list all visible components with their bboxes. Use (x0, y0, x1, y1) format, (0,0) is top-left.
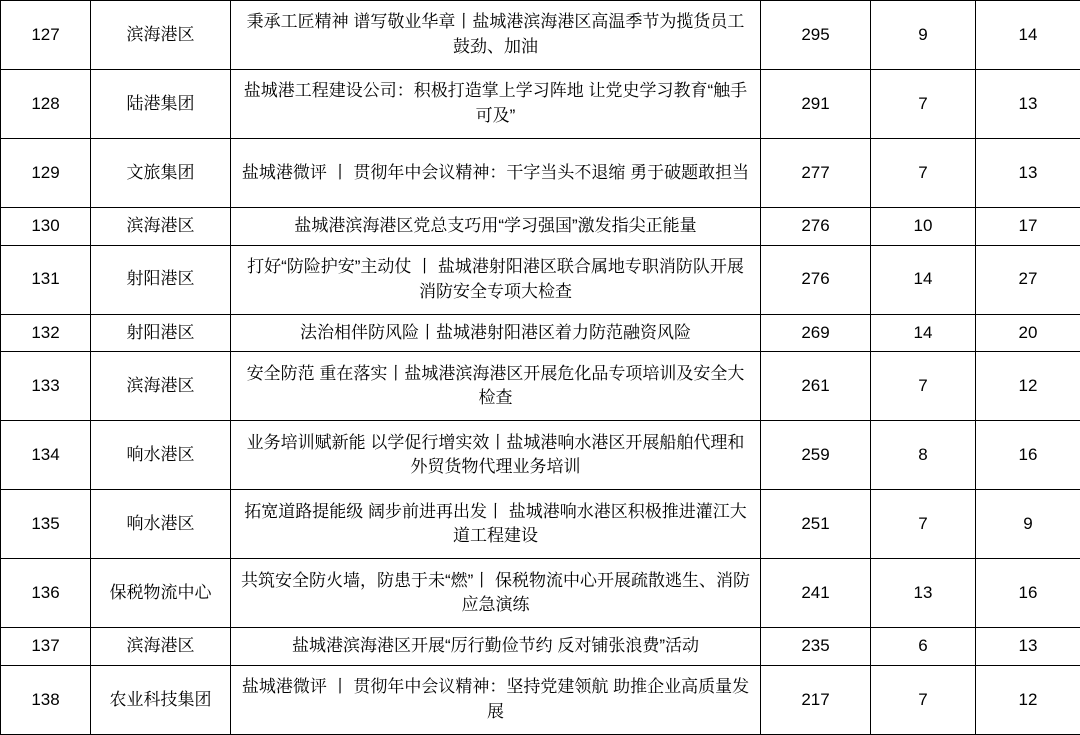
table-row (1, 665, 1080, 734)
row-title: 盐城港滨海港区开展“厉行勤俭节约 反对铺张浪费”活动 (231, 628, 761, 666)
table-row (1, 70, 1080, 139)
table-row (1, 1, 1080, 70)
row-metric-3: 12 (976, 665, 1080, 734)
row-unit: 滨海港区 (91, 208, 231, 246)
table-body (1, 1, 1080, 735)
row-unit: 响水港区 (91, 421, 231, 490)
row-metric-2: 7 (871, 70, 976, 139)
row-metric-3: 9 (976, 490, 1080, 559)
row-metric-1: 276 (761, 208, 871, 246)
row-metric-2: 9 (871, 1, 976, 70)
row-index: 133 (1, 352, 91, 421)
row-metric-1: 276 (761, 245, 871, 314)
row-metric-2: 10 (871, 208, 976, 246)
row-title: 共筑安全防火墙，防患于未“燃”丨 保税物流中心开展疏散逃生、消防应急演练 (231, 559, 761, 628)
row-title: 拓宽道路提能级 阔步前进再出发丨 盐城港响水港区积极推进灌江大道工程建设 (231, 490, 761, 559)
row-metric-2: 7 (871, 665, 976, 734)
table-row (1, 352, 1080, 421)
table-row (1, 139, 1080, 208)
row-metric-1: 269 (761, 314, 871, 352)
table-row (1, 314, 1080, 352)
row-metric-3: 27 (976, 245, 1080, 314)
row-index: 130 (1, 208, 91, 246)
row-metric-1: 261 (761, 352, 871, 421)
row-unit: 滨海港区 (91, 1, 231, 70)
row-index: 132 (1, 314, 91, 352)
table-row (1, 208, 1080, 246)
row-unit: 陆港集团 (91, 70, 231, 139)
row-metric-1: 277 (761, 139, 871, 208)
row-index: 137 (1, 628, 91, 666)
row-unit: 射阳港区 (91, 314, 231, 352)
row-metric-1: 291 (761, 70, 871, 139)
row-index: 138 (1, 665, 91, 734)
row-metric-2: 13 (871, 559, 976, 628)
row-index: 131 (1, 245, 91, 314)
row-index: 128 (1, 70, 91, 139)
row-title: 盐城港微评 丨 贯彻年中会议精神：坚持党建领航 助推企业高质量发展 (231, 665, 761, 734)
row-title: 安全防范 重在落实丨盐城港滨海港区开展危化品专项培训及安全大检查 (231, 352, 761, 421)
row-metric-3: 12 (976, 352, 1080, 421)
row-title: 秉承工匠精神 谱写敬业华章丨盐城港滨海港区高温季节为揽货员工鼓劲、加油 (231, 1, 761, 70)
row-index: 134 (1, 421, 91, 490)
row-index: 135 (1, 490, 91, 559)
row-metric-3: 20 (976, 314, 1080, 352)
row-title: 盐城港滨海港区党总支巧用“学习强国”激发指尖正能量 (231, 208, 761, 246)
row-title: 业务培训赋新能 以学促行增实效丨盐城港响水港区开展船舶代理和外贸货物代理业务培训 (231, 421, 761, 490)
row-metric-2: 7 (871, 490, 976, 559)
row-metric-3: 13 (976, 139, 1080, 208)
row-metric-1: 217 (761, 665, 871, 734)
row-metric-1: 259 (761, 421, 871, 490)
row-unit: 响水港区 (91, 490, 231, 559)
row-unit: 滨海港区 (91, 352, 231, 421)
row-metric-2: 14 (871, 314, 976, 352)
row-metric-2: 7 (871, 139, 976, 208)
row-unit: 射阳港区 (91, 245, 231, 314)
row-index: 136 (1, 559, 91, 628)
row-title: 法治相伴防风险丨盐城港射阳港区着力防范融资风险 (231, 314, 761, 352)
row-metric-2: 14 (871, 245, 976, 314)
row-index: 127 (1, 1, 91, 70)
row-metric-3: 13 (976, 70, 1080, 139)
table-row (1, 628, 1080, 666)
row-metric-3: 13 (976, 628, 1080, 666)
row-metric-2: 8 (871, 421, 976, 490)
row-unit: 保税物流中心 (91, 559, 231, 628)
row-unit: 滨海港区 (91, 628, 231, 666)
row-index: 129 (1, 139, 91, 208)
row-metric-1: 235 (761, 628, 871, 666)
table-row (1, 421, 1080, 490)
row-title: 盐城港微评 丨 贯彻年中会议精神：干字当头不退缩 勇于破题敢担当 (231, 139, 761, 208)
row-title: 打好“防险护安”主动仗 丨 盐城港射阳港区联合属地专职消防队开展消防安全专项大检查 (231, 245, 761, 314)
table-row (1, 490, 1080, 559)
row-metric-3: 16 (976, 421, 1080, 490)
row-metric-3: 14 (976, 1, 1080, 70)
row-metric-3: 16 (976, 559, 1080, 628)
table-row (1, 245, 1080, 314)
row-metric-3: 17 (976, 208, 1080, 246)
row-metric-1: 251 (761, 490, 871, 559)
row-metric-1: 295 (761, 1, 871, 70)
row-metric-2: 7 (871, 352, 976, 421)
table-row (1, 559, 1080, 628)
row-title: 盐城港工程建设公司：积极打造掌上学习阵地 让党史学习教育“触手可及” (231, 70, 761, 139)
row-unit: 农业科技集团 (91, 665, 231, 734)
row-metric-1: 241 (761, 559, 871, 628)
row-metric-2: 6 (871, 628, 976, 666)
row-unit: 文旅集团 (91, 139, 231, 208)
